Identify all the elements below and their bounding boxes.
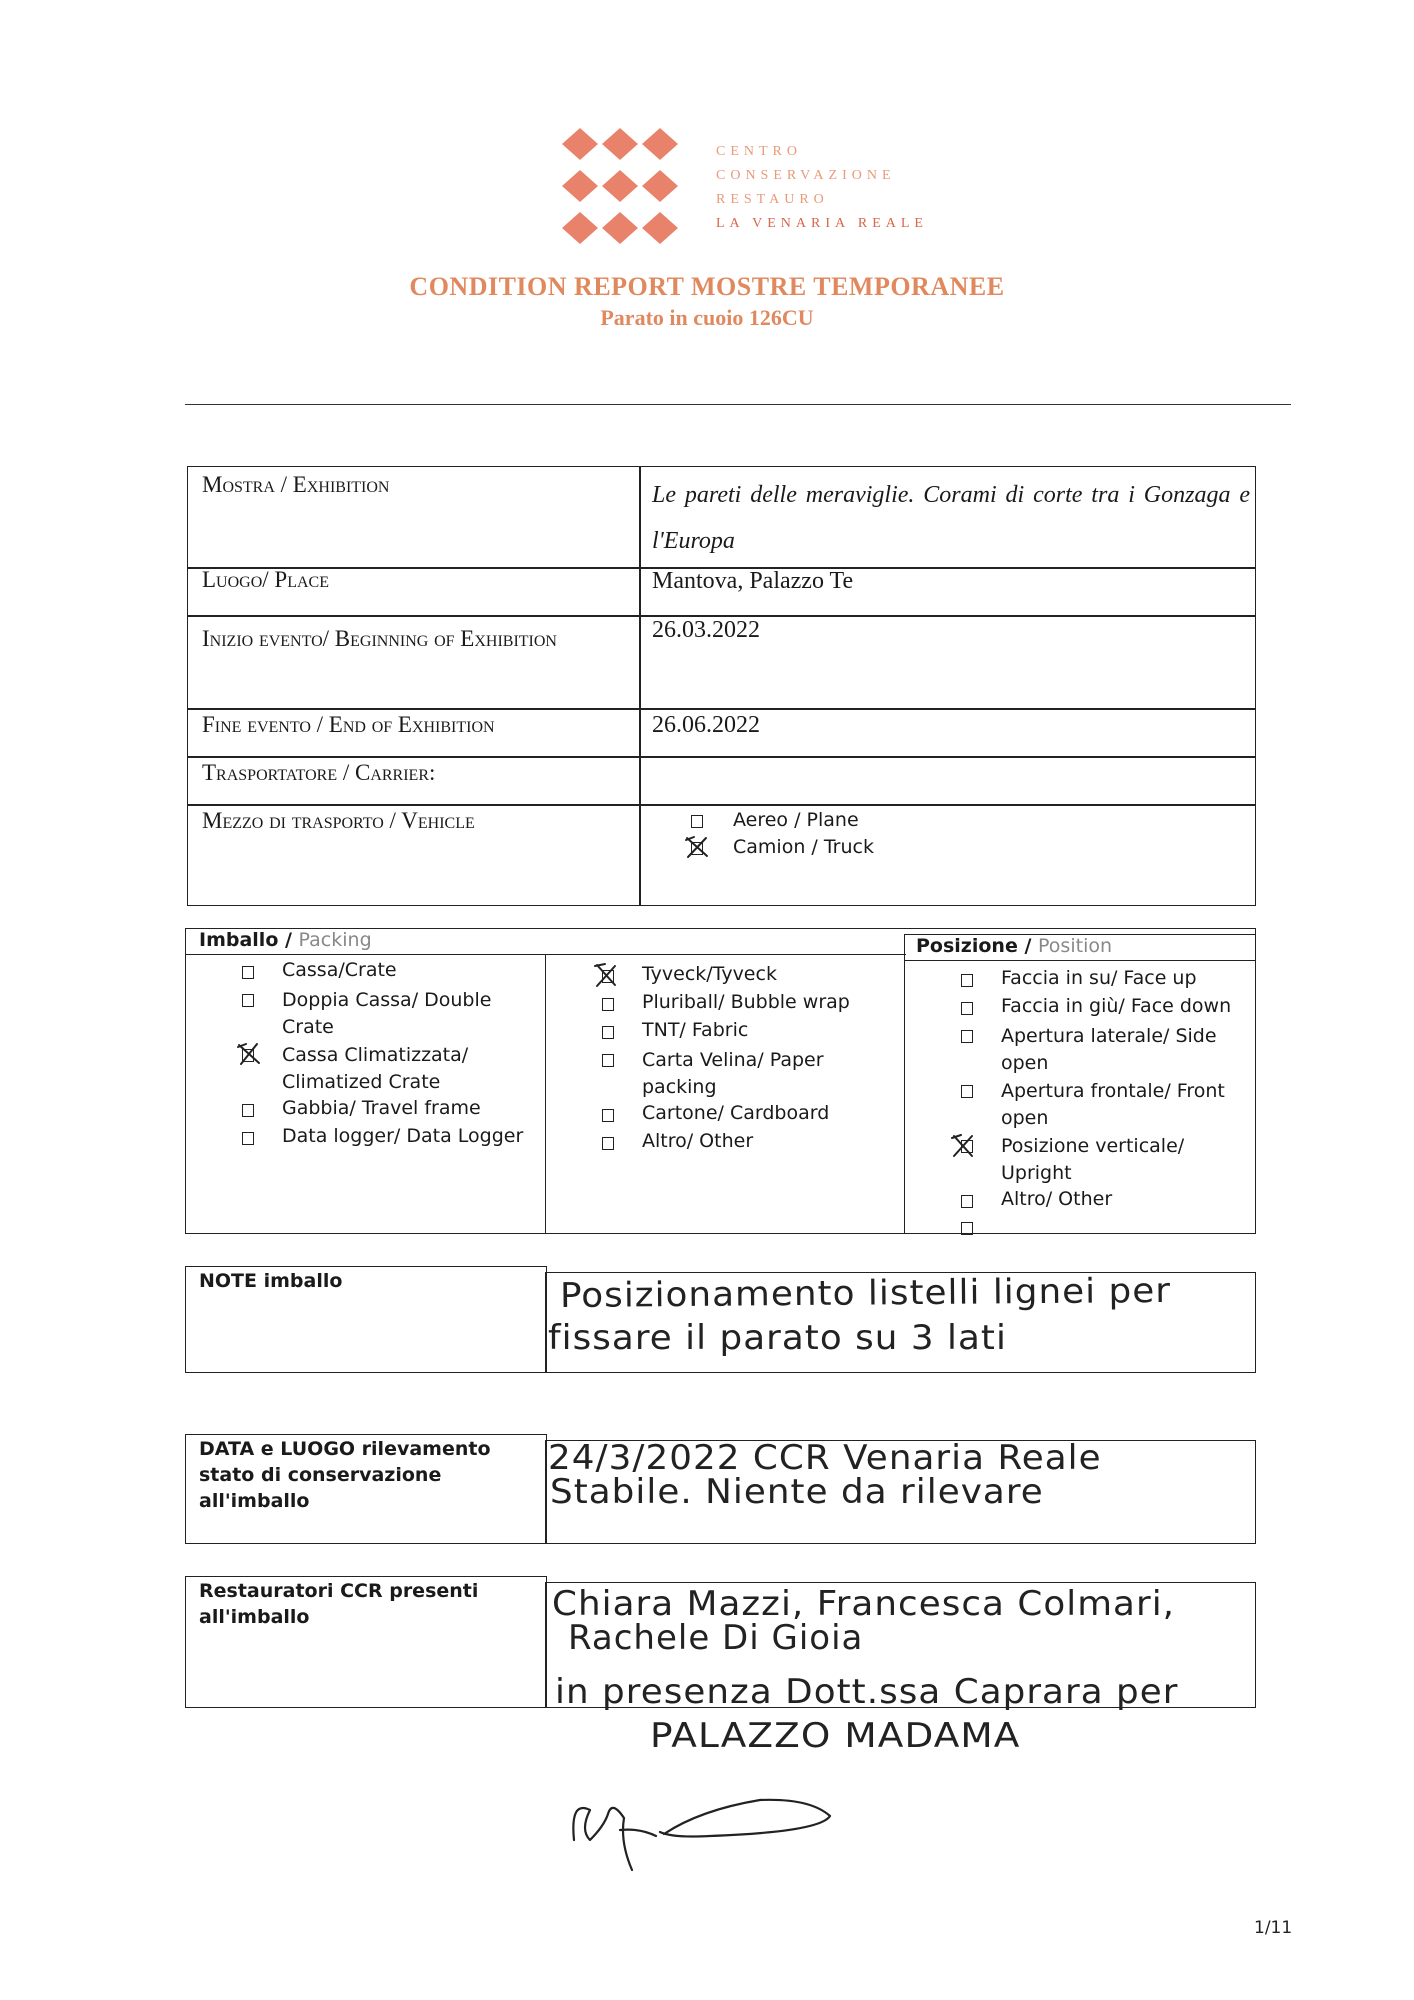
end-value: 26.06.2022 (652, 712, 760, 738)
restorers-handwriting: Chiara Mazzi, Francesca Colmari, (552, 1584, 1176, 1624)
logo-line: CONSERVAZIONE (716, 168, 896, 183)
checkbox-side-open[interactable] (961, 1030, 973, 1043)
survey-handwriting: 24/3/2022 CCR Venaria Reale (548, 1438, 1102, 1478)
option-cardboard-label: Cartone/ Cardboard (642, 1102, 830, 1124)
option-truck-label: Camion / Truck (733, 836, 874, 858)
document-subtitle: Parato in cuoio 126CU (600, 305, 814, 330)
place-value: Mantova, Palazzo Te (652, 568, 854, 594)
checkbox-cardboard[interactable] (602, 1109, 614, 1122)
checkbox-crate[interactable] (242, 966, 254, 979)
option-tyveck-label: Tyveck/Tyveck (642, 963, 777, 985)
option-data-logger-label: Data logger/ Data Logger (282, 1125, 524, 1147)
packing-col-divider-2 (904, 954, 905, 1234)
carrier-value-cell (639, 756, 1256, 806)
option-paper-packing-label: Carta Velina/ Paper packing (642, 1049, 824, 1098)
checked-x-icon (684, 834, 710, 860)
option-face-down-label: Faccia in giù/ Face down (1001, 995, 1232, 1017)
vehicle-value-cell (639, 804, 1256, 906)
exhibition-value: Le pareti delle meraviglie. Corami di corte tra i Gonzaga e l'Europa (652, 482, 1250, 554)
position-header-bold: Posizione / (916, 935, 1032, 957)
option-upright-label: Posizione verticale/ Upright (1001, 1135, 1185, 1184)
option-front-open-label: Apertura frontale/ Front open (1001, 1080, 1225, 1129)
checked-x-icon (236, 1041, 262, 1067)
signature (560, 1770, 840, 1880)
option-double-crate-label: Doppia Cassa/ Double Crate (282, 989, 492, 1038)
position-header-light: Position (1038, 935, 1113, 957)
packing-col-divider-1 (545, 954, 546, 1234)
option-other-packing-label: Altro/ Other (642, 1130, 754, 1152)
header-divider (185, 404, 1291, 405)
logo-line: CENTRO (716, 144, 802, 159)
restorers-handwriting: PALAZZO MADAMA (650, 1716, 1021, 1756)
checkbox-extra[interactable] (961, 1222, 973, 1235)
logo-line: LA VENARIA REALE (716, 216, 928, 231)
checkbox-fabric[interactable] (602, 1026, 614, 1039)
survey-label: DATA e LUOGO rilevamento stato di conservazione all'imballo (199, 1438, 491, 1512)
checkbox-travel-frame[interactable] (242, 1104, 254, 1117)
page-number: 1/11 (1254, 1918, 1293, 1938)
checkbox-data-logger[interactable] (242, 1132, 254, 1145)
checked-x-icon (950, 1133, 976, 1159)
packing-header-light: Packing (298, 929, 372, 951)
end-label: Fine evento / End of Exhibition (202, 712, 495, 737)
checkbox-face-down[interactable] (961, 1002, 973, 1015)
option-face-up-label: Faccia in su/ Face up (1001, 967, 1197, 989)
packing-header (199, 929, 372, 951)
option-side-open-label: Apertura laterale/ Side open (1001, 1025, 1217, 1074)
option-fabric-label: TNT/ Fabric (642, 1019, 749, 1041)
carrier-label: Trasportatore / Carrier: (202, 760, 436, 785)
restorers-label: Restauratori CCR presenti all'imballo (199, 1580, 479, 1628)
vehicle-label: Mezzo di trasporto / Vehicle (202, 808, 475, 833)
checkbox-paper-packing[interactable] (602, 1054, 614, 1067)
exhibition-label: Mostra / Exhibition (202, 472, 390, 497)
logo-text (716, 140, 928, 236)
start-label: Inizio evento/ Beginning of Exhibition (202, 626, 557, 651)
packing-note-handwriting: Posizionamento listelli lignei per (559, 1270, 1172, 1316)
checkbox-other-position[interactable] (961, 1195, 973, 1208)
packing-note-handwriting: fissare il parato su 3 lati (548, 1318, 1007, 1358)
logo-line: RESTAURO (716, 192, 829, 207)
packing-note-label: NOTE imballo (199, 1270, 343, 1292)
checked-x-icon (593, 962, 619, 988)
document-title: CONDITION REPORT MOSTRE TEMPORANEE (409, 272, 1005, 301)
checkbox-double-crate[interactable] (242, 994, 254, 1007)
checkbox-other-packing[interactable] (602, 1137, 614, 1150)
checkbox-plane[interactable] (691, 815, 703, 828)
start-value: 26.03.2022 (652, 617, 760, 643)
option-travel-frame-label: Gabbia/ Travel frame (282, 1097, 481, 1119)
checkbox-face-up[interactable] (961, 974, 973, 987)
ccr-logo (560, 128, 680, 244)
survey-handwriting: Stabile. Niente da rilevare (550, 1472, 1044, 1512)
checkbox-front-open[interactable] (961, 1085, 973, 1098)
place-label: Luogo/ Place (202, 567, 329, 592)
packing-header-bold: Imballo / (199, 929, 292, 951)
option-plane-label: Aereo / Plane (733, 809, 859, 831)
position-header (916, 935, 1112, 957)
option-crate-label: Cassa/Crate (282, 959, 397, 981)
restorers-handwriting: in presenza Dott.ssa Caprara per (555, 1672, 1179, 1712)
checkbox-bubble-wrap[interactable] (602, 998, 614, 1011)
option-other-position-label: Altro/ Other (1001, 1188, 1113, 1210)
option-climatized-crate-label: Cassa Climatizzata/ Climatized Crate (282, 1044, 469, 1093)
restorers-handwriting: Rachele Di Gioia (568, 1618, 864, 1658)
option-bubble-wrap-label: Pluriball/ Bubble wrap (642, 991, 850, 1013)
